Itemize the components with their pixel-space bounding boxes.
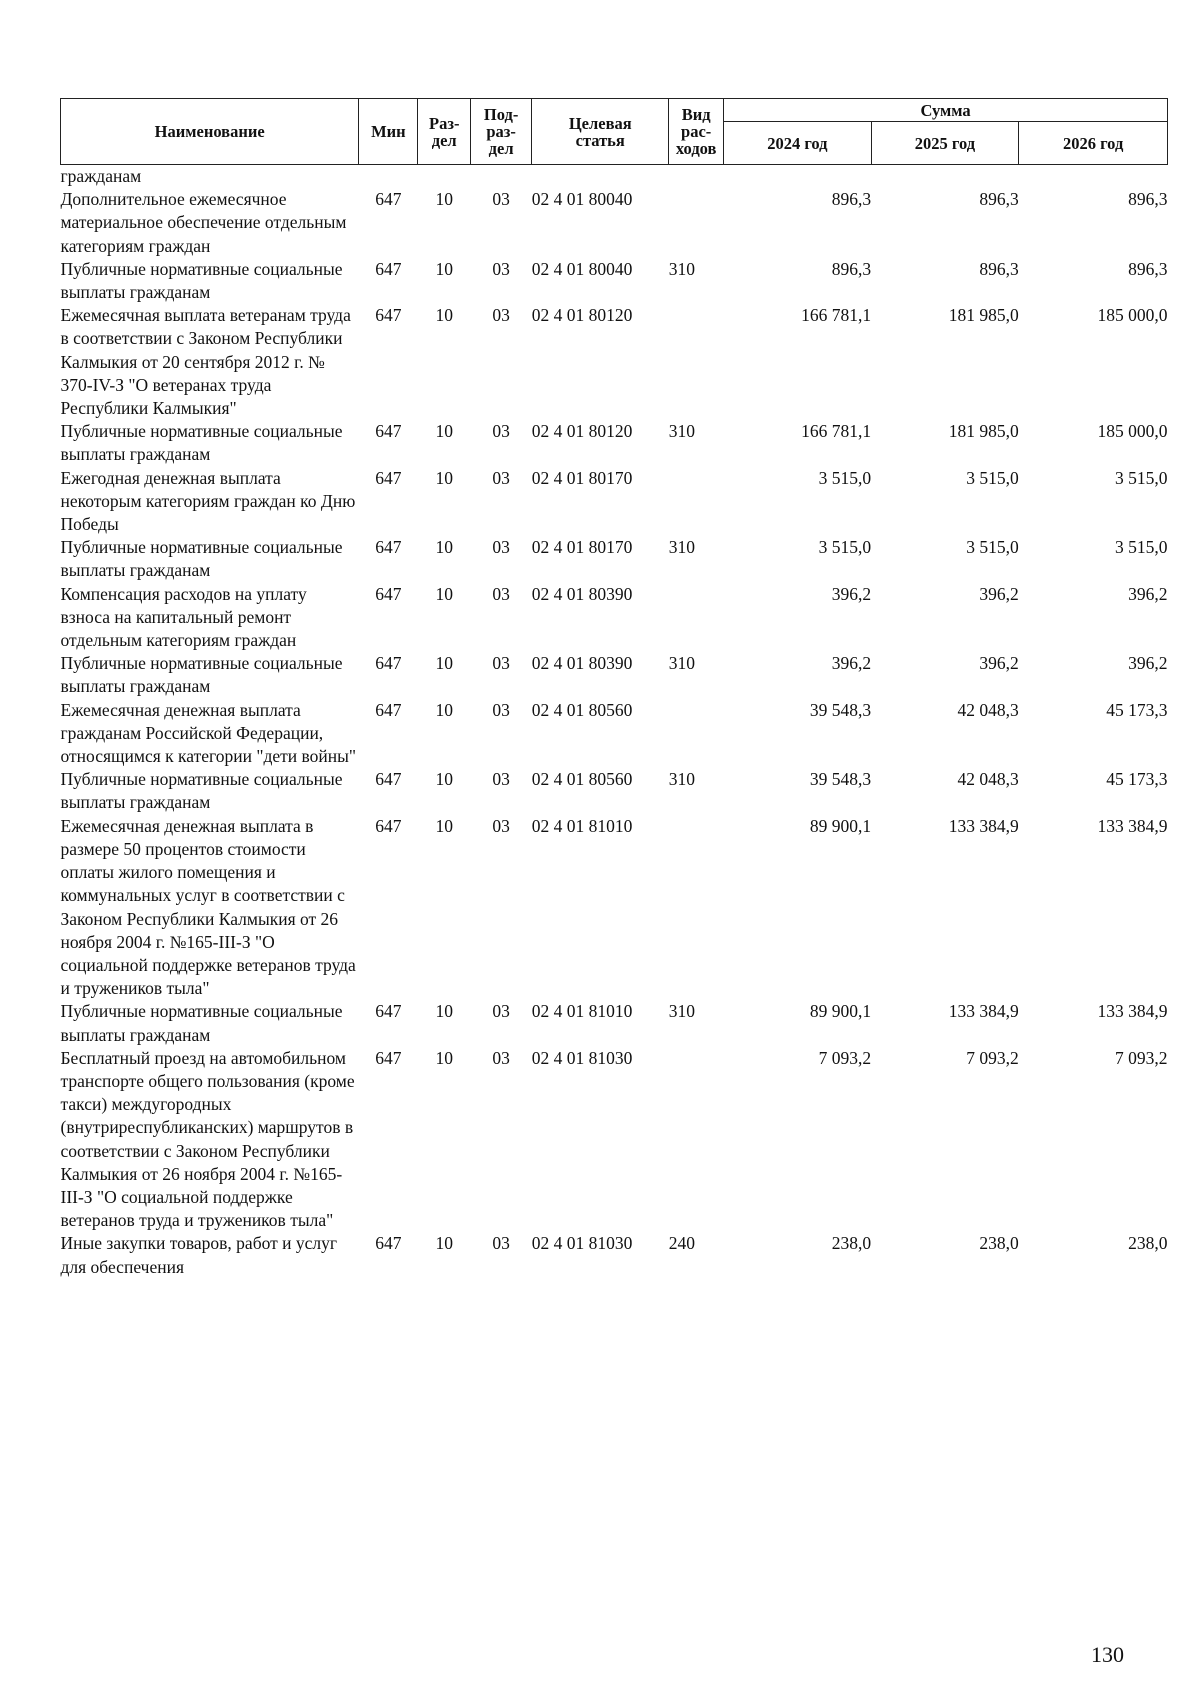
row-razdel: 10: [435, 421, 453, 442]
table-row: [61, 1047, 1168, 1233]
row-vid: 310: [668, 769, 696, 790]
table-row: [61, 1232, 1168, 1278]
row-razdel: 10: [435, 653, 453, 674]
row-podrazdel: 03: [492, 769, 510, 790]
row-sum-2026: 3 515,0: [1115, 467, 1168, 488]
row-sum-2026: 896,3: [1128, 258, 1168, 279]
row-min: 647: [375, 421, 402, 442]
row-celevaya: 02 4 01 80390: [531, 583, 633, 604]
row-podrazdel: 03: [492, 305, 510, 326]
row-razdel: 10: [435, 1233, 453, 1254]
row-sum-2025: 3 515,0: [966, 537, 1019, 558]
row-sum-2025: 133 384,9: [948, 815, 1019, 836]
row-sum-2026: 133 384,9: [1097, 1001, 1168, 1022]
row-sum-2026: [1019, 165, 1168, 189]
row-podrazdel: 03: [492, 189, 510, 210]
row-razdel: 10: [435, 769, 453, 790]
row-razdel: 10: [435, 467, 453, 488]
row-sum-2024: 39 548,3: [809, 699, 872, 720]
row-podrazdel: [471, 165, 532, 189]
row-sum-2024: 896,3: [831, 189, 872, 210]
row-celevaya: 02 4 01 80120: [531, 305, 633, 326]
row-sum-2026: 185 000,0: [1097, 305, 1168, 326]
row-sum-2026: 396,2: [1128, 653, 1168, 674]
header-vid-text: Вид рас- ходов: [675, 105, 717, 158]
row-sum-2025: 3 515,0: [966, 467, 1019, 488]
row-min: 647: [375, 1047, 402, 1068]
row-celevaya: 02 4 01 80390: [531, 653, 633, 674]
row-sum-2024: [724, 165, 872, 189]
row-sum-2025: 396,2: [979, 583, 1019, 604]
row-sum-2026: 185 000,0: [1097, 421, 1168, 442]
budget-table: [60, 98, 1168, 1279]
row-vid: [669, 1047, 724, 1233]
header-podrazdel-text: Под- раз- дел: [483, 105, 519, 158]
row-podrazdel: 03: [492, 653, 510, 674]
row-name: Иные закупки товаров, работ и услуг для обеспечения: [60, 1233, 338, 1277]
row-name: Публичные нормативные социальные выплаты гражданам: [60, 258, 343, 303]
row-razdel: 10: [435, 815, 453, 836]
row-min: 647: [375, 189, 402, 210]
row-name: Публичные нормативные социальные выплаты гражданам: [60, 769, 343, 813]
row-celevaya: 02 4 01 80120: [531, 421, 633, 442]
row-podrazdel: 03: [492, 258, 510, 279]
table-row: [61, 536, 1168, 582]
table-row: [61, 583, 1168, 653]
row-razdel: 10: [435, 189, 453, 210]
row-celevaya: 02 4 01 81010: [531, 815, 633, 836]
row-razdel: 10: [435, 305, 453, 326]
row-sum-2025: 896,3: [979, 258, 1019, 279]
row-name: Ежемесячная выплата ветеранам труда в соответствии с Законом Республики Калмыкия от 20 сентября 2012 г. № 370-IV-З "О ветеранах труда Республики Калмыкия": [60, 305, 351, 419]
row-sum-2025: 238,0: [979, 1233, 1019, 1254]
header-vid: [669, 99, 724, 165]
row-sum-2026: 396,2: [1128, 583, 1168, 604]
row-min: 647: [375, 769, 402, 790]
header-name: Наименование: [61, 99, 359, 165]
row-razdel: 10: [435, 258, 453, 279]
row-min: 647: [375, 1233, 402, 1254]
row-vid: 310: [668, 537, 696, 558]
header-2024: 2024 год: [724, 122, 872, 165]
table-body: [61, 165, 1168, 1279]
row-name: Публичные нормативные социальные выплаты гражданам: [60, 653, 343, 697]
row-min: 647: [375, 815, 402, 836]
header-podrazdel: [471, 99, 532, 165]
row-name: Компенсация расходов на уплату взноса на капитальный ремонт отдельным категориям граждан: [60, 583, 307, 651]
header-celevaya-text: Целевая статья: [568, 113, 632, 150]
table-row: [61, 304, 1168, 420]
header-razdel-text: Раз- дел: [428, 113, 460, 150]
row-sum-2024: 396,2: [831, 583, 872, 604]
row-name: Дополнительное ежемесячное материальное обеспечение отдельным категориям граждан: [60, 189, 347, 256]
row-name: Публичные нормативные социальные выплаты гражданам: [60, 421, 343, 465]
row-sum-2026: 3 515,0: [1115, 537, 1168, 558]
row-razdel: 10: [435, 583, 453, 604]
row-sum-2024: 3 515,0: [818, 467, 872, 488]
row-vid: 310: [668, 653, 696, 674]
table-row: [61, 188, 1168, 258]
header-min: Мин: [359, 99, 418, 165]
row-name: гражданам: [60, 166, 142, 186]
row-podrazdel: 03: [492, 1233, 510, 1254]
row-sum-2024: 89 900,1: [809, 815, 872, 836]
table-row: [61, 652, 1168, 698]
header-celevaya: [532, 99, 669, 165]
row-celevaya: 02 4 01 80560: [531, 769, 633, 790]
row-razdel: [418, 165, 471, 189]
table-row: [61, 467, 1168, 537]
row-sum-2025: 181 985,0: [948, 305, 1019, 326]
row-sum-2025: 133 384,9: [948, 1001, 1019, 1022]
row-name: Ежемесячная денежная выплата в размере 50 процентов стоимости оплаты жилого помещения и коммунальных услуг в соответствии с Законом Республики Калмыкия от 26 ноября 2004 г. №165-III-З "О социальной поддержке ветеранов труда и тружеников тыла": [60, 815, 356, 999]
row-sum-2025: 181 985,0: [948, 421, 1019, 442]
row-sum-2024: 7 093,2: [818, 1047, 872, 1068]
row-sum-2024: 238,0: [831, 1233, 872, 1254]
row-name: Публичные нормативные социальные выплаты гражданам: [60, 1001, 343, 1045]
row-celevaya: [532, 165, 669, 189]
row-sum-2024: 166 781,1: [801, 305, 872, 326]
page-number: 130: [1091, 1642, 1124, 1667]
row-sum-2025: [871, 165, 1019, 189]
row-min: 647: [375, 537, 402, 558]
row-sum-2024: 396,2: [831, 653, 872, 674]
row-podrazdel: 03: [492, 421, 510, 442]
row-min: 647: [375, 699, 402, 720]
row-razdel: 10: [435, 699, 453, 720]
row-sum-2025: 7 093,2: [966, 1047, 1019, 1068]
table-header: [61, 99, 1168, 165]
row-sum-2024: 39 548,3: [809, 769, 872, 790]
row-min: [359, 165, 418, 189]
row-sum-2024: 89 900,1: [809, 1001, 872, 1022]
row-vid: [669, 699, 724, 769]
table-row: [61, 768, 1168, 814]
row-celevaya: 02 4 01 80170: [531, 537, 633, 558]
table-row: [61, 699, 1168, 769]
header-2025: 2025 год: [871, 122, 1019, 165]
row-podrazdel: 03: [492, 699, 510, 720]
row-vid: [669, 467, 724, 537]
row-sum-2026: 45 173,3: [1106, 699, 1168, 720]
row-vid: [669, 304, 724, 420]
row-sum-2024: 896,3: [831, 258, 872, 279]
row-sum-2025: 42 048,3: [957, 769, 1019, 790]
row-vid: [669, 165, 724, 189]
row-celevaya: 02 4 01 80560: [531, 699, 633, 720]
row-min: 647: [375, 305, 402, 326]
row-celevaya: 02 4 01 81030: [531, 1233, 633, 1254]
row-podrazdel: 03: [492, 583, 510, 604]
row-sum-2026: 133 384,9: [1097, 815, 1168, 836]
row-name: Бесплатный проезд на автомобильном транспорте общего пользования (кроме такси) междугородных (внутриреспубликанских) маршрутов в соответствии с Законом Республики Калмыкия от 26 ноября 2004 г. №165-III-З "О социальной поддержке ветеранов труда и тружеников тыла": [60, 1047, 355, 1231]
row-min: 647: [375, 653, 402, 674]
row-sum-2026: 45 173,3: [1106, 769, 1168, 790]
row-sum-2025: 396,2: [979, 653, 1019, 674]
row-celevaya: 02 4 01 80040: [531, 258, 633, 279]
row-celevaya: 02 4 01 80170: [531, 467, 633, 488]
row-podrazdel: 03: [492, 1001, 510, 1022]
row-sum-2024: 3 515,0: [818, 537, 872, 558]
row-sum-2025: 42 048,3: [957, 699, 1019, 720]
row-sum-2025: 896,3: [979, 189, 1019, 210]
row-podrazdel: 03: [492, 815, 510, 836]
row-celevaya: 02 4 01 81010: [531, 1001, 633, 1022]
row-vid: 240: [668, 1233, 696, 1254]
row-name: Публичные нормативные социальные выплаты гражданам: [60, 537, 343, 581]
row-vid: 310: [668, 1001, 696, 1022]
header-razdel: [418, 99, 471, 165]
table-row: [61, 1000, 1168, 1046]
row-name: Ежемесячная денежная выплата гражданам Российской Федерации, относящимся к категории "дети войны": [60, 699, 357, 767]
row-sum-2024: 166 781,1: [801, 421, 872, 442]
row-min: 647: [375, 467, 402, 488]
row-vid: 310: [668, 258, 696, 279]
row-min: 647: [375, 583, 402, 604]
row-celevaya: 02 4 01 81030: [531, 1047, 633, 1068]
row-celevaya: 02 4 01 80040: [531, 189, 633, 210]
header-2026: 2026 год: [1019, 122, 1168, 165]
table-row: [61, 165, 1168, 189]
row-sum-2026: 896,3: [1128, 189, 1168, 210]
row-sum-2026: 238,0: [1128, 1233, 1168, 1254]
table-row: [61, 258, 1168, 304]
row-min: 647: [375, 258, 402, 279]
row-podrazdel: 03: [492, 467, 510, 488]
row-razdel: 10: [435, 1001, 453, 1022]
table-row: [61, 815, 1168, 1001]
row-razdel: 10: [435, 537, 453, 558]
table-row: [61, 420, 1168, 466]
header-summa: Сумма: [724, 99, 1168, 122]
row-podrazdel: 03: [492, 1047, 510, 1068]
row-vid: 310: [668, 421, 696, 442]
row-podrazdel: 03: [492, 537, 510, 558]
row-vid: [669, 815, 724, 1001]
row-razdel: 10: [435, 1047, 453, 1068]
row-vid: [669, 583, 724, 653]
row-vid: [669, 188, 724, 258]
row-name: Ежегодная денежная выплата некоторым категориям граждан ко Дню Победы: [60, 467, 356, 535]
row-min: 647: [375, 1001, 402, 1022]
row-sum-2026: 7 093,2: [1115, 1047, 1168, 1068]
